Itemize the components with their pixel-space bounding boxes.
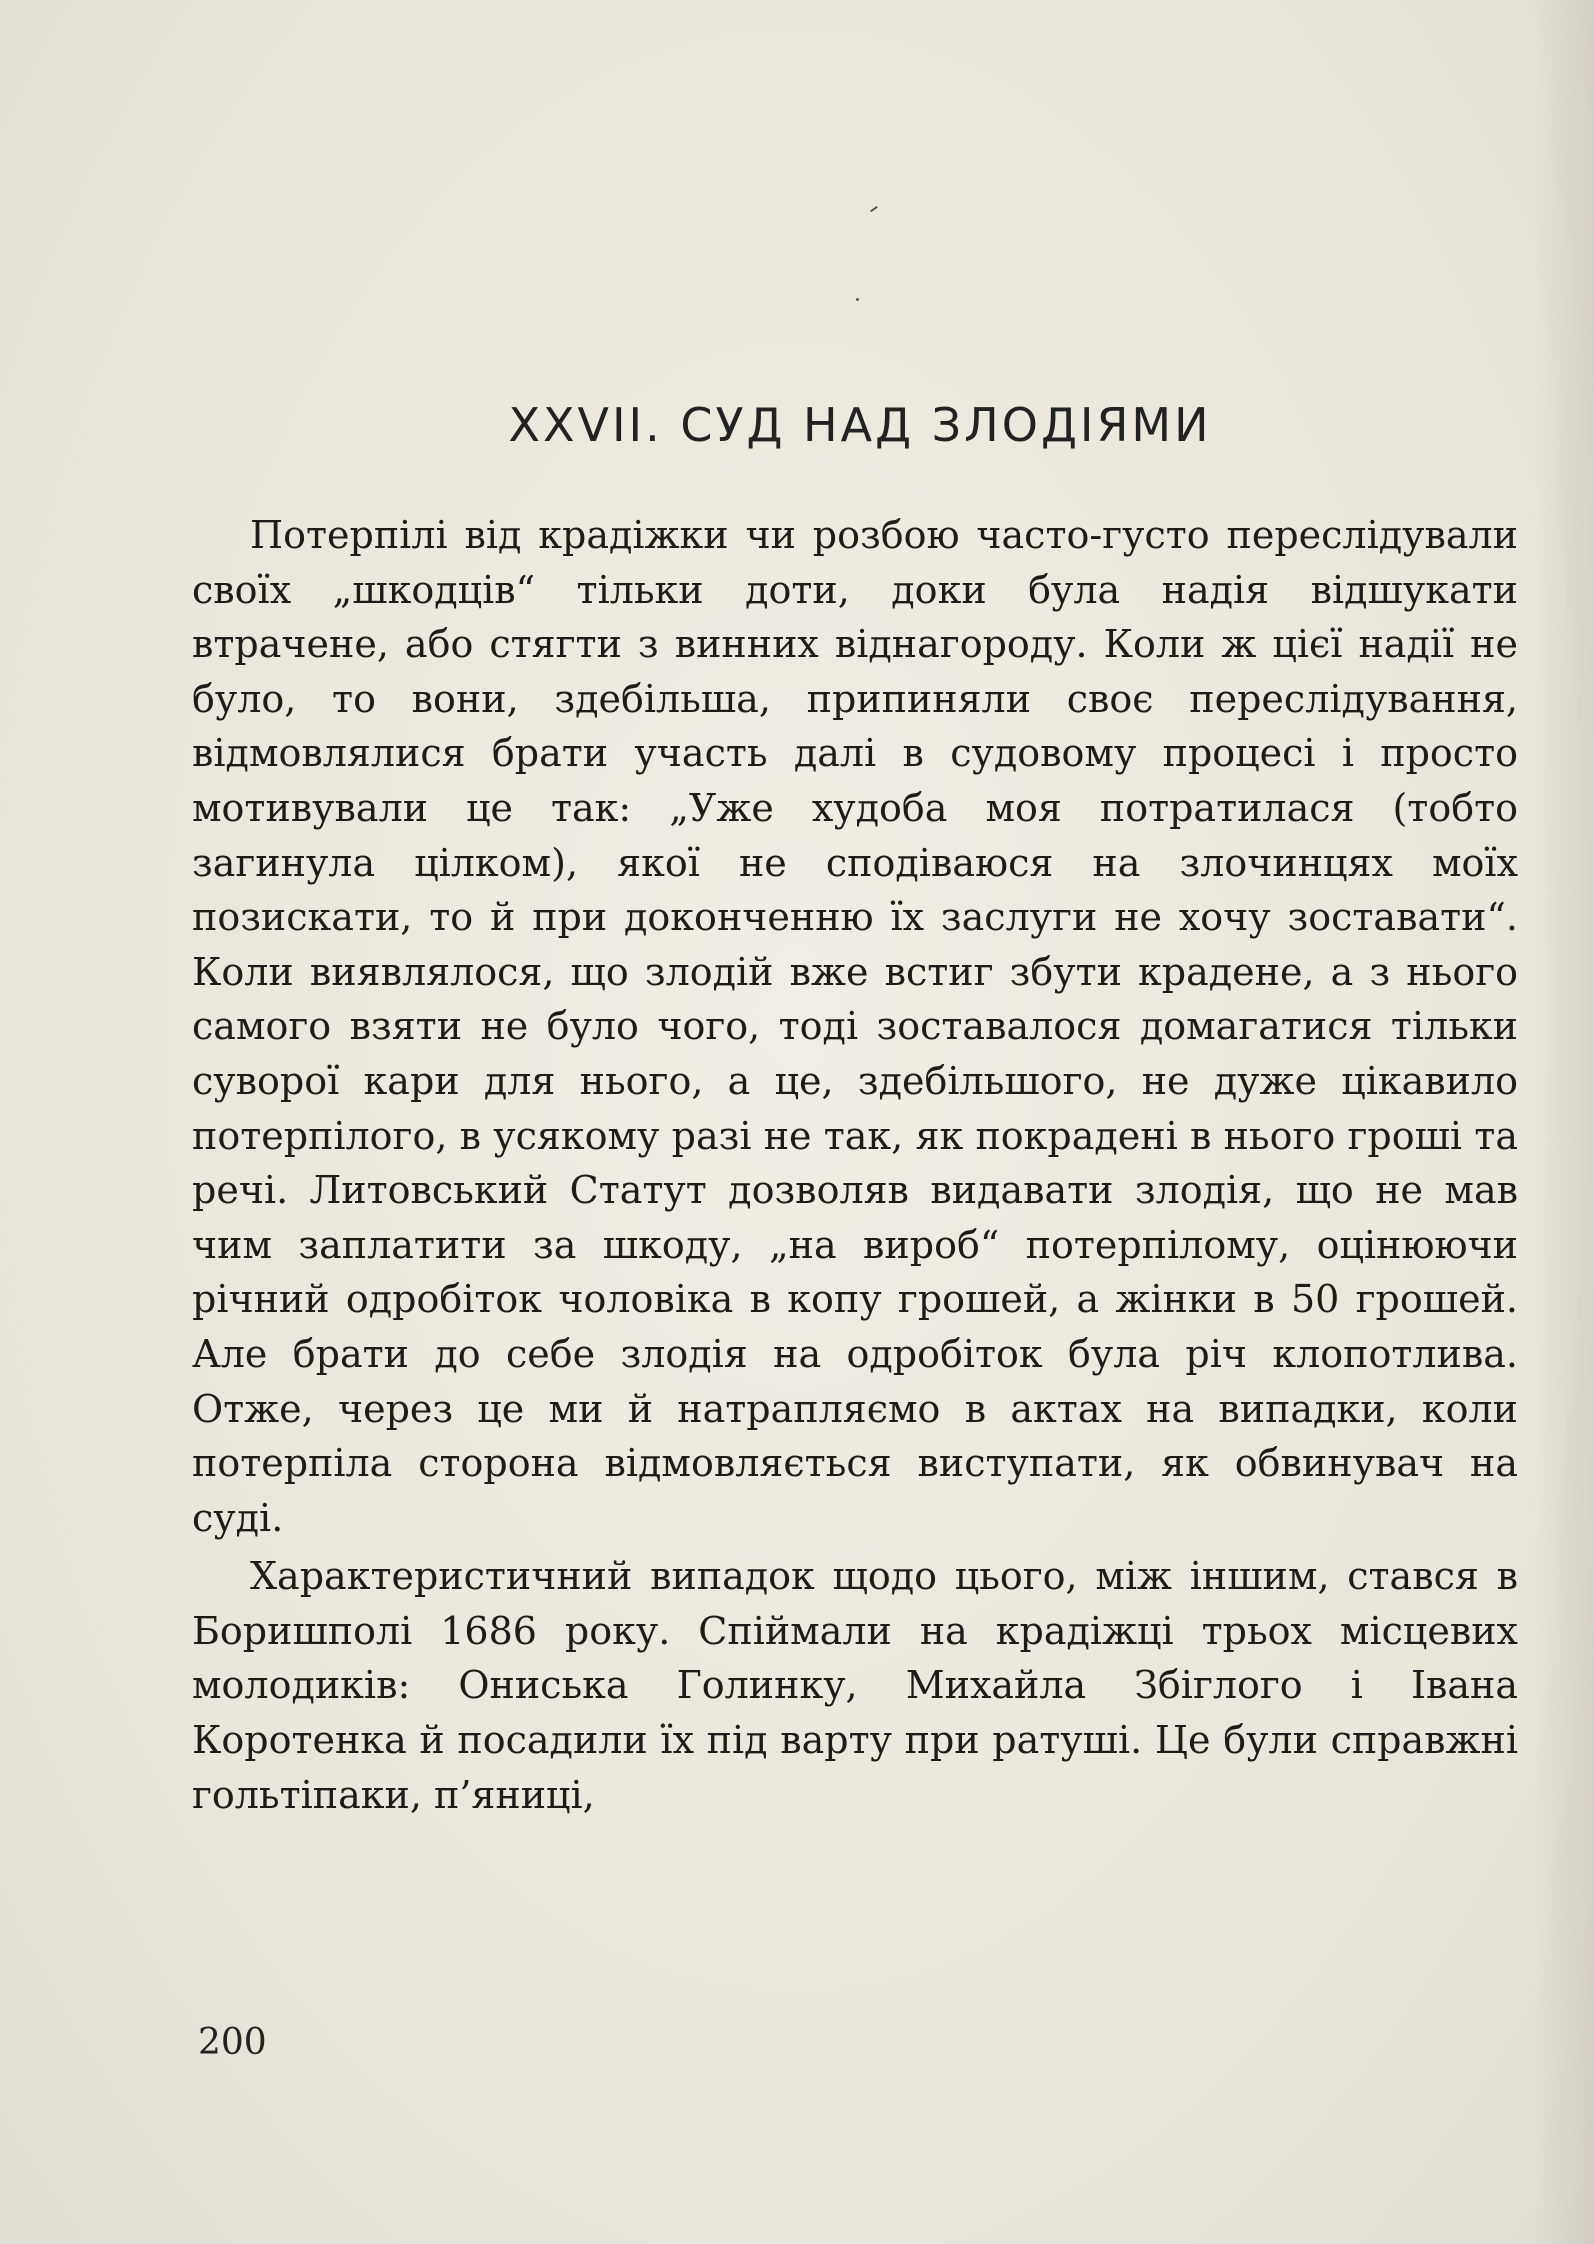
paragraph: Характеристичний випадок щодо цього, між іншим, стався в Боришполі 1686 року. Спіймали на крадіжці трьох місцевих молодиків: Ониська Голинку, Михайла Збіглого і Івана Коротенка й посадили їх під варту при ратуші. Це були справжні гольтіпаки, п’яниці, bbox=[192, 1554, 1518, 1817]
chapter-title: XXVII. СУД НАД ЗЛОДІЯМИ bbox=[508, 398, 1212, 452]
page-edge-shadow bbox=[1534, 0, 1594, 2244]
scan-speck bbox=[856, 298, 859, 301]
paragraph: Потерпілі від крадіжки чи розбою часто-густо переслідували своїх „шкодців“ тільки доти, доки була надія відшукати втрачене, або стягти з винних віднагороду. Коли ж цієї надії не було, то вони, здебільша, припиняли своє переслідування, відмовлялися брати участь далі в судовому процесі і просто мотивували це так: „Уже худоба моя потратилася (тобто загинула цілком), якої не сподіваюся на злочинцях моїх позискати, то й при доконченню їх заслуги не хочу зоставати“. Коли виявлялося, що злодій вже встиг збути крадене, а з нього самого взяти не було чого, тоді зоставалося домагатися тільки суворої кари для нього, а це, здебільшого, не дуже цікавило потерпілого, в усякому разі не так, як покрадені в нього гроші та речі. Литовський Статут дозволяв видавати злодія, що не мав чим заплатити за шкоду, „на вироб“ потерпілому, оцінюючи річний одробіток чоловіка в копу грошей, а жінки в 50 грошей. Але брати до себе злодія на одробіток була річ клопотлива. Отже, через це ми й натрапляємо в актах на випадки, коли потерпіла сторона відмовляється виступати, як обвинувач на суді. bbox=[192, 513, 1518, 1540]
page-number: 200 bbox=[198, 2022, 267, 2063]
body-text bbox=[192, 508, 1518, 1826]
scan-speck bbox=[870, 206, 878, 212]
